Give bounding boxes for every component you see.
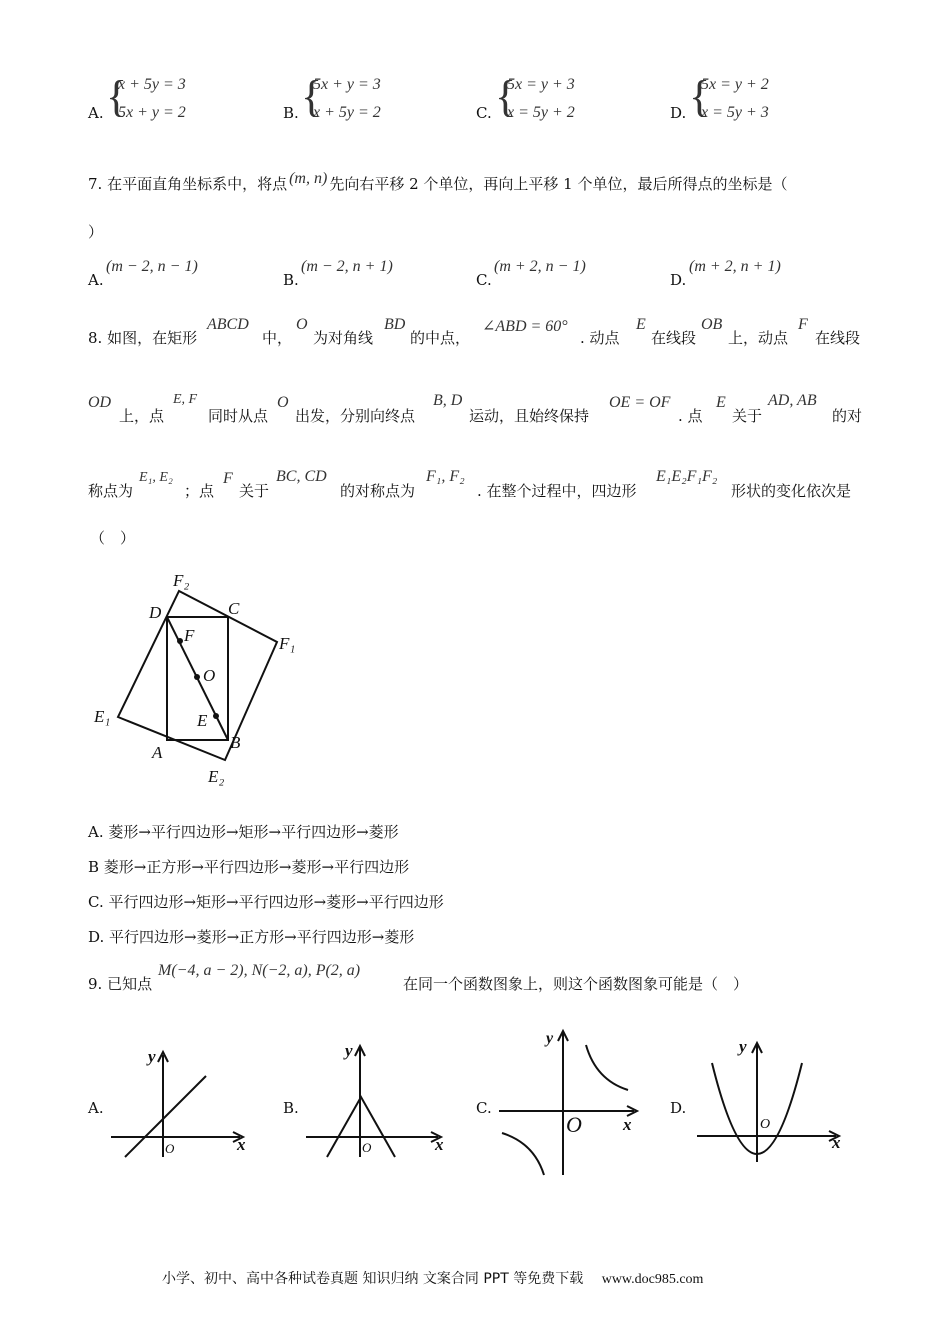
q7-option-b-label: B. (283, 271, 299, 289)
q8-l3-b: ；点 (184, 482, 215, 500)
footer-text: 小学、初中、高中各种试卷真题 知识归纳 文案合同 PPT 等免费下载 (162, 1271, 584, 1287)
label-b: B (230, 733, 241, 752)
q6-option-b-eq2: x + 5y = 2 (313, 104, 381, 121)
q6-option-c-eq1: 5x = y + 3 (507, 76, 575, 93)
label-e1: E₁ (94, 707, 111, 726)
point-e (213, 713, 219, 719)
q6-option-a-label: A. (88, 104, 104, 122)
q9-graph-b-label: B. (283, 1099, 299, 1117)
y-label: y (148, 1047, 156, 1066)
brace-icon: { (495, 72, 517, 121)
q8-l3-m4: F₁, F₂ (426, 468, 465, 485)
q8-l2-g: 的对 (832, 407, 863, 425)
q8-l2-m7: AD, AB (768, 392, 817, 409)
q8-l2-m5: OE = OF (609, 394, 671, 411)
x-label: x (623, 1115, 632, 1134)
label-f: F (184, 626, 195, 645)
q9-graph-b (300, 1035, 450, 1165)
q8-l3-m1: E₁, E₂ (139, 470, 173, 485)
x-label: x (832, 1133, 841, 1152)
q7-option-a-value: (m − 2, n − 1) (106, 258, 198, 275)
x-label: x (237, 1135, 246, 1154)
q8-l1-m4: ∠ABD = 60° (482, 318, 568, 335)
q8-l3-c: 关于 (239, 482, 270, 500)
q6-option-d-eq2: x = 5y + 3 (701, 104, 769, 121)
q8-l1-m7: F (798, 316, 808, 333)
point-o (194, 674, 200, 680)
q8-l3-m5: E₁E₂F₁F₂ (656, 468, 718, 485)
q7-option-b-value: (m − 2, n + 1) (301, 258, 393, 275)
q8-l1-m6: OB (701, 316, 723, 333)
q8-l3-m2: F (223, 470, 233, 487)
q9-graph-d (690, 1030, 850, 1165)
q8-option-c: C. 平行四边形→矩形→平行四边形→菱形→平行四边形 (88, 893, 444, 911)
footer-url[interactable]: www.doc985.com (601, 1272, 704, 1287)
q7-option-d-label: D. (670, 271, 687, 289)
q8-l1-m1: ABCD (207, 316, 249, 333)
q7-option-a-label: A. (88, 271, 104, 289)
q6-option-b-eq1: 5x + y = 3 (313, 76, 381, 93)
q8-l1-g: 上，动点 (728, 329, 789, 347)
q8-l2-d: 运动，且始终保持 (469, 407, 590, 425)
q8-l2-b: 同时从点 (208, 407, 269, 425)
q8-l3-f: 形状的变化依次是 (731, 482, 852, 500)
q8-l3-d: 的对称点为 (340, 482, 416, 500)
label-f2: F₂ (173, 571, 190, 590)
q9-points: M(−4, a − 2), N(−2, a), P(2, a) (158, 962, 361, 979)
q8-l1-e: . 动点 (580, 329, 620, 347)
q8-l1-c: 为对角线 (313, 329, 374, 347)
q6-option-a-eq2: 5x + y = 2 (118, 104, 186, 121)
origin-label: O (362, 1140, 372, 1155)
label-e: E (197, 711, 208, 730)
label-o: O (203, 666, 216, 685)
q8-answer-blank: （ ） (90, 529, 136, 547)
q9-graph-a (105, 1040, 255, 1165)
origin-label: O (760, 1117, 771, 1132)
q8-l2-a: 上，点 (119, 407, 165, 425)
q8-l3-e: . 在整个过程中，四边形 (477, 482, 637, 500)
q9-graph-a-label: A. (88, 1099, 104, 1117)
q7-option-c-value: (m + 2, n − 1) (494, 258, 586, 275)
q8-l2-m1: OD (88, 394, 112, 411)
q7-close: ） (88, 223, 104, 241)
q8-l2-m6: E (716, 394, 726, 411)
q9-graph-c-label: C. (476, 1099, 492, 1117)
q8-l3-m3: BC, CD (276, 468, 327, 485)
q8-l1-m3: BD (384, 316, 406, 333)
y-label: y (546, 1030, 554, 1047)
q8-l2-m3: O (277, 394, 289, 411)
origin-label: O (566, 1112, 582, 1137)
q6-option-d-eq1: 5x = y + 2 (701, 76, 769, 93)
q8-l2-f: 关于 (732, 407, 763, 425)
q9-text-a: 9. 已知点 (88, 975, 153, 993)
q7-option-c-label: C. (476, 271, 492, 289)
brace-icon: { (301, 72, 323, 121)
q7-point: (m, n) (289, 170, 328, 187)
q7-option-d-value: (m + 2, n + 1) (689, 258, 781, 275)
q6-option-a-eq1: x + 5y = 3 (118, 76, 186, 93)
q8-l3-a: 称点为 (88, 482, 134, 500)
brace-icon: { (106, 72, 128, 121)
q8-option-b: B 菱形→正方形→平行四边形→菱形→平行四边形 (88, 858, 410, 876)
q7-text-a: 7. 在平面直角坐标系中，将点 (88, 175, 288, 193)
y-label: y (345, 1041, 353, 1060)
origin-label: O (165, 1141, 175, 1156)
q6-option-c-eq2: x = 5y + 2 (507, 104, 575, 121)
q9-graph-c (495, 1022, 645, 1177)
q8-l1-b: 中， (262, 329, 293, 347)
q8-l1-d: 的中点， (410, 329, 471, 347)
q7-stem (88, 170, 788, 195)
brace-icon: { (689, 72, 711, 121)
q8-option-a: A. 菱形→平行四边形→矩形→平行四边形→菱形 (88, 823, 399, 841)
label-c: C (228, 599, 240, 618)
q8-l1-m5: E (636, 316, 646, 333)
q9-text-b: 在同一个函数图象上，则这个函数图象可能是（ ） (403, 975, 749, 993)
hyperbola-branch-upper (586, 1045, 628, 1090)
q7-text-b: 先向右平移 2 个单位，再向上平移 1 个单位，最后所得点的坐标是（ (329, 175, 788, 193)
q8-l1-h: 在线段 (815, 329, 861, 347)
q8-option-d: D. 平行四边形→菱形→正方形→平行四边形→菱形 (88, 928, 415, 946)
label-f1: F₁ (279, 634, 296, 653)
point-f (177, 638, 183, 644)
y-label: y (739, 1037, 747, 1056)
label-a: A (152, 743, 163, 762)
q8-l2-m2: E, F (173, 392, 198, 407)
label-d: D (149, 603, 162, 622)
footer (162, 1270, 703, 1289)
label-e2: E₂ (208, 767, 225, 786)
hyperbola-branch-lower (502, 1133, 544, 1175)
q6-option-c-label: C. (476, 104, 492, 122)
q8-geometry-figure (85, 565, 315, 790)
q8-l1-m2: O (296, 316, 308, 333)
q8-l2-c: 出发，分别向终点 (295, 407, 416, 425)
q8-l2-m4: B, D (433, 392, 463, 409)
q8-l2-e: . 点 (678, 407, 703, 425)
q6-option-d-label: D. (670, 104, 687, 122)
x-label: x (435, 1135, 444, 1154)
q8-l1-f: 在线段 (651, 329, 697, 347)
q9-graph-d-label: D. (670, 1099, 687, 1117)
q8-l1-a: 8. 如图，在矩形 (88, 329, 198, 347)
q6-option-b-label: B. (283, 104, 299, 122)
